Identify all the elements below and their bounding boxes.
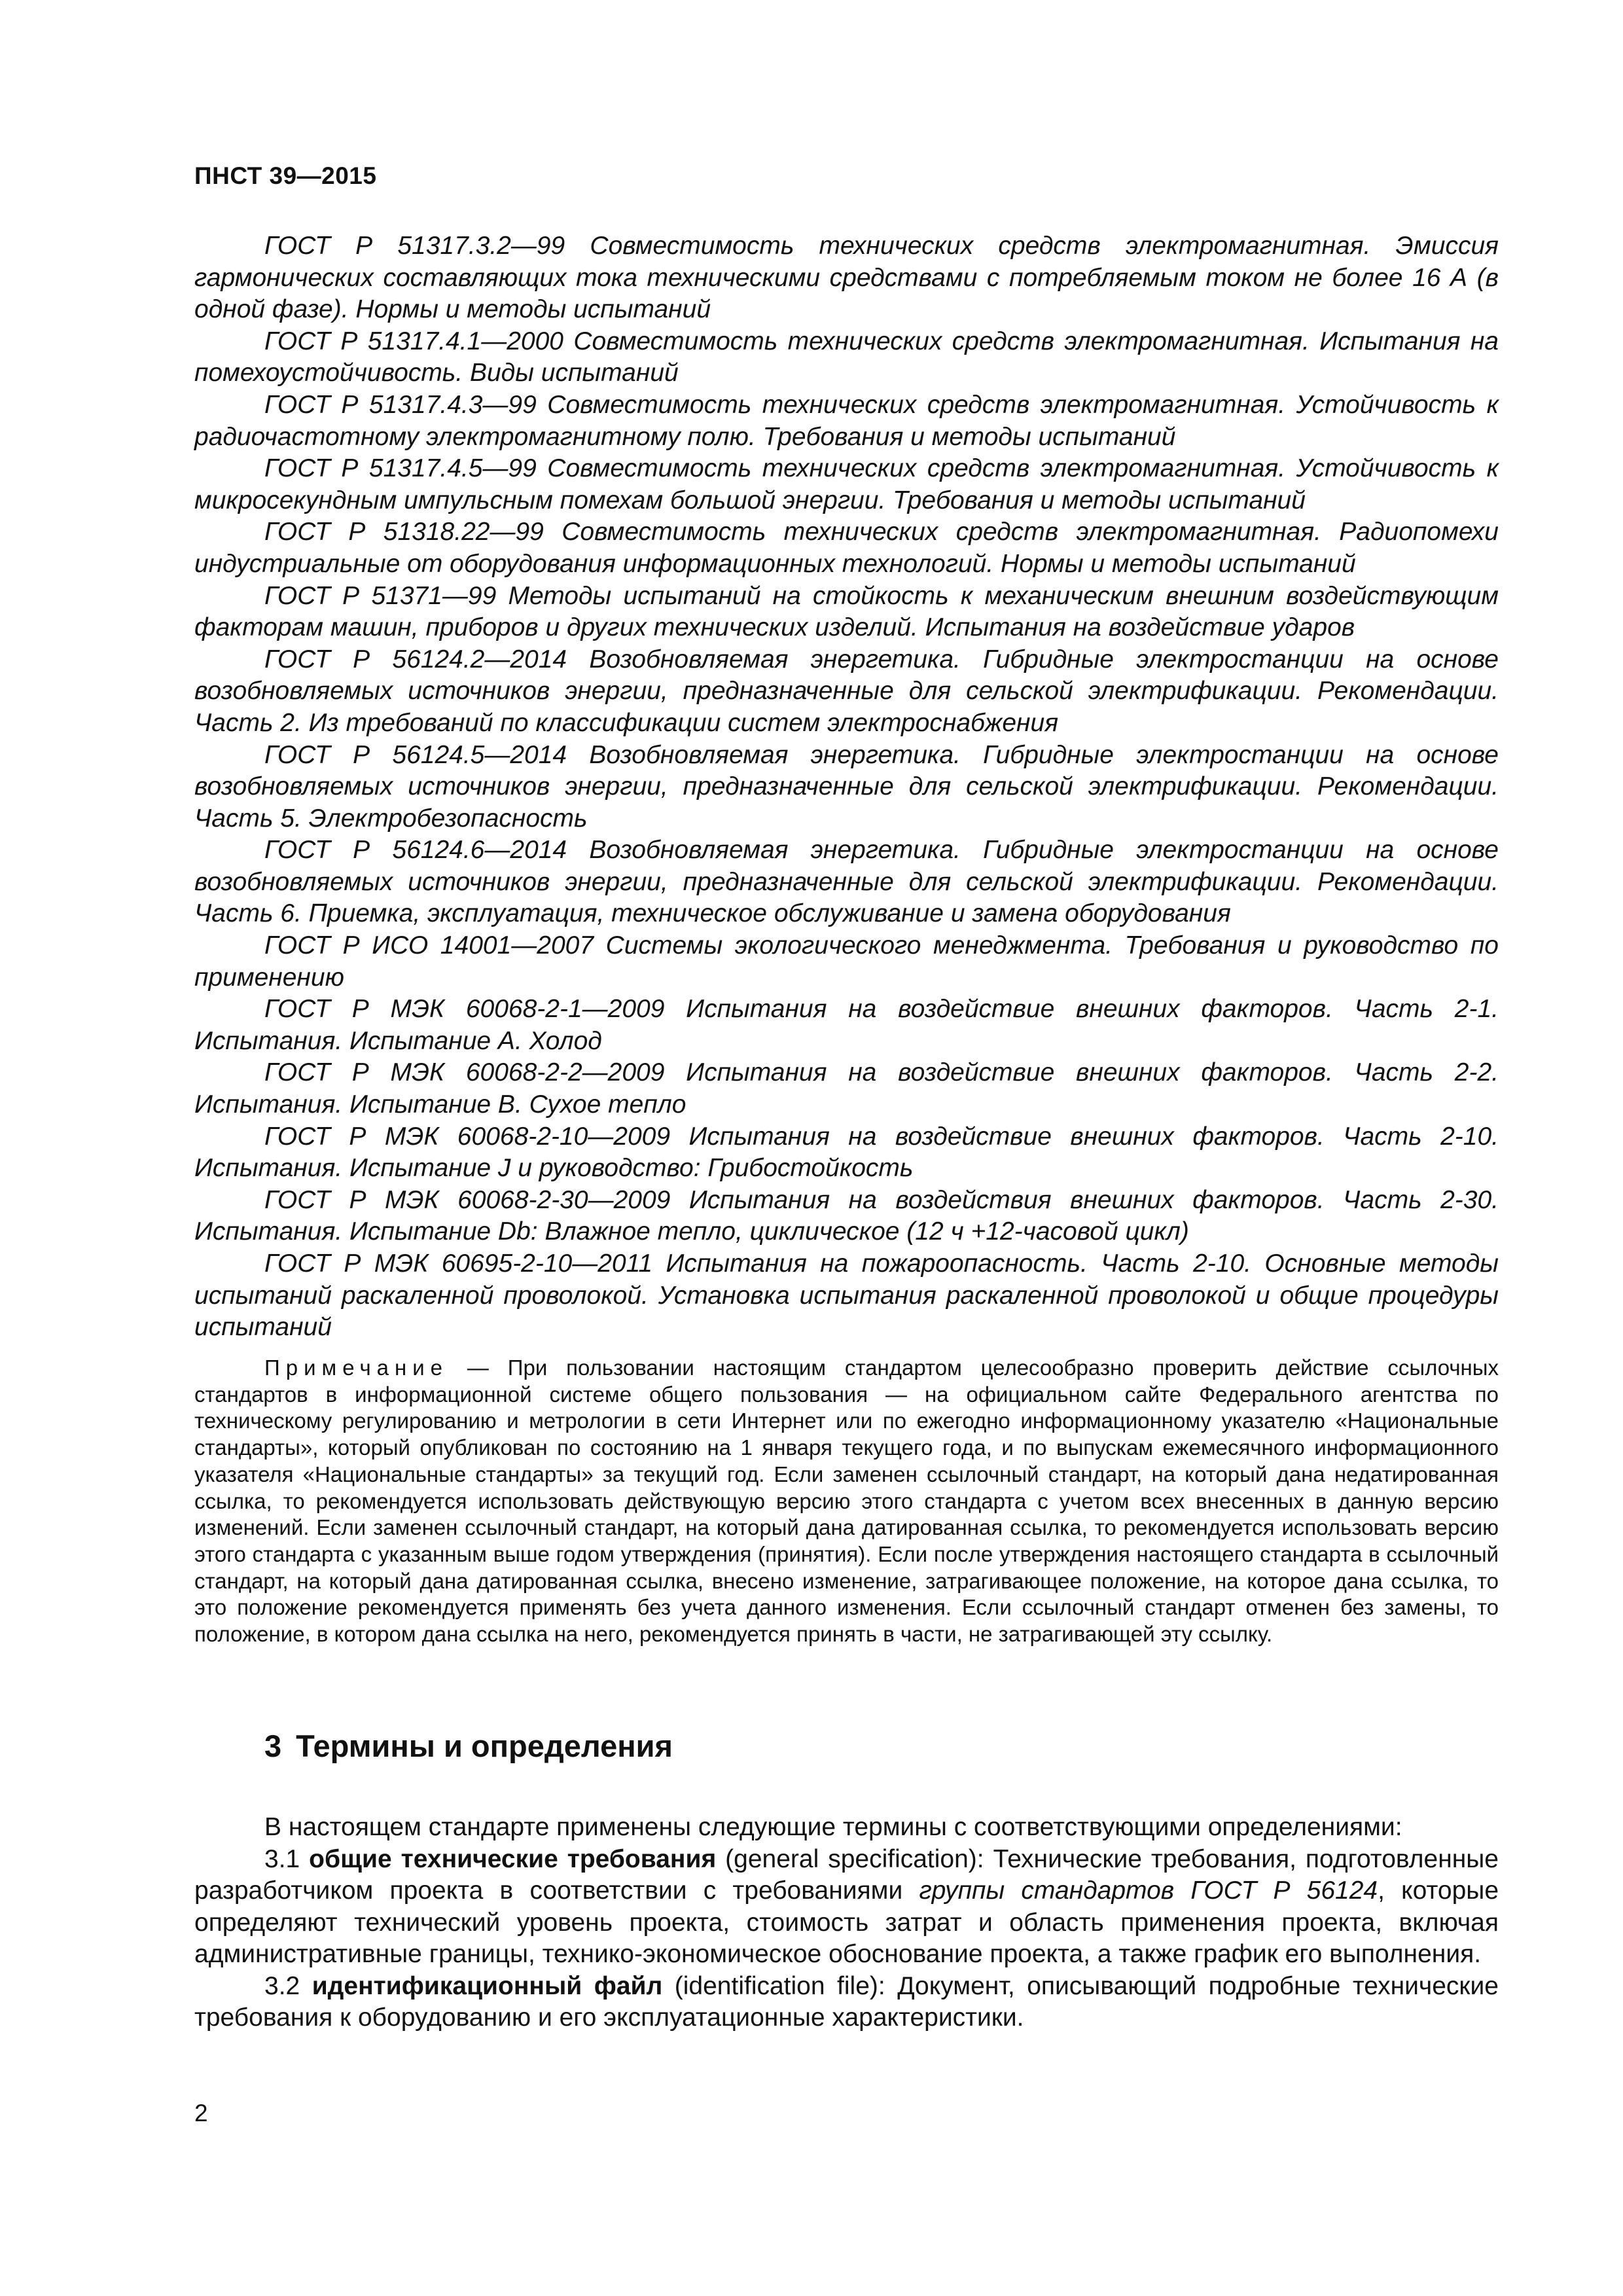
term-text-rest: , которые определяют технический уровень проекта, стоимость затрат и область применения проекта, включая административные границы, технико-экономическое обоснование проекта, а также график его выполнения. (194, 1876, 1499, 1968)
section-title: Термины и определения (296, 1729, 673, 1763)
reference-item: ГОСТ Р МЭК 60068-2-10—2009 Испытания на воздействие внешних факторов. Часть 2-10. Испытания. Испытание J и руководство: Грибостойкость (194, 1122, 1499, 1183)
reference-item: ГОСТ Р ИСО 14001—2007 Системы экологического менеджмента. Требования и руководство по применению (194, 931, 1499, 992)
reference-item: ГОСТ Р 51317.4.3—99 Совместимость технических средств электромагнитная. Устойчивость к радиочастотному электромагнитному полю. Требования и методы испытаний (194, 390, 1499, 451)
page-number: 2 (194, 2100, 208, 2126)
note-label: Примечание (264, 1355, 449, 1380)
term-italic-text: группы стандартов ГОСТ Р 56124 (919, 1876, 1378, 1905)
term-definition (194, 1971, 1499, 2034)
term-name: идентификационный файл (312, 1971, 663, 2000)
reference-item: ГОСТ Р 51371—99 Методы испытаний на стойкость к механическим внешним воздействующим факторам машин, приборов и других технических изделий. Испытания на воздействие ударов (194, 581, 1499, 642)
note-text: — При пользовании настоящим стандартом целесообразно проверить действие ссылочных стандартов в информационной системе общего пользования — на официальном сайте Федерального агентства по техническому регулированию и метрологии в сети Интернет или по ежегодно информационному указателю «Национальные стандарты», который опубликован по состоянию на 1 января текущего года, и по выпускам ежемесячного информационного указателя «Национальные стандарты» за текущий год. Если заменен ссылочный стандарт, на который дана недатированная ссылка, то рекомендуется использовать действующую версию этого стандарта с учетом всех внесенных в данную версию изменений. Если заменен ссылочный стандарт, на который дана датированная ссылка, то рекомендуется использовать версию этого стандарта с указанным выше годом утверждения (принятия). Если после утверждения настоящего стандарта в ссылочный стандарт, на который дана датированная ссылка, внесено изменение, затрагивающее положение, на которое дана ссылка, то это положение рекомендуется применять без учета данного изменения. Если ссылочный стандарт отменен без замены, то положение, в котором дана ссылка на него, рекомендуется принять в части, не затрагивающей эту ссылку. (194, 1355, 1499, 1647)
reference-item: ГОСТ Р МЭК 60068-2-2—2009 Испытания на воздействие внешних факторов. Часть 2-2. Испытания. Испытание В. Сухое тепло (194, 1058, 1499, 1119)
term-text-rest: (identification file): Документ, описывающий подробные технические требования к оборудованию и его эксплуатационные характеристики. (194, 1971, 1499, 2032)
term-number: 3.2 (264, 1971, 300, 2000)
section-intro: В настоящем стандарте применены следующие термины с соответствующими определениями: (264, 1813, 1402, 1841)
section-heading (264, 1728, 673, 1764)
note-block (194, 1355, 1499, 1648)
document-code-header: ПНСТ 39—2015 (194, 162, 377, 189)
reference-item: ГОСТ Р МЭК 60695-2-10—2011 Испытания на пожароопасность. Часть 2-10. Основные методы испытаний раскаленной проволокой. Установка испытания раскаленной проволокой и общие процедуры испытаний (194, 1249, 1499, 1342)
term-definition (194, 1844, 1499, 1971)
note-paragraph (194, 1355, 1499, 1648)
reference-item: ГОСТ Р 51317.4.1—2000 Совместимость технических средств электромагнитная. Испытания на помехоустойчивость. Виды испытаний (194, 327, 1499, 387)
term-number: 3.1 (264, 1844, 300, 1873)
reference-item: ГОСТ Р 51317.4.5—99 Совместимость технических средств электромагнитная. Устойчивость к микросекундным импульсным помехам большой энергии. Требования и методы испытаний (194, 454, 1499, 514)
term-name: общие технические требования (309, 1844, 717, 1873)
reference-item: ГОСТ Р 51317.3.2—99 Совместимость технических средств электромагнитная. Эмиссия гармонических составляющих тока техническими средствами с потребляемым током не более 16 А (в одной фазе). Нормы и методы испытаний (194, 232, 1499, 324)
reference-item: ГОСТ Р МЭК 60068-2-1—2009 Испытания на воздействие внешних факторов. Часть 2-1. Испытания. Испытание А. Холод (194, 995, 1499, 1055)
reference-item: ГОСТ Р 56124.2—2014 Возобновляемая энергетика. Гибридные электростанции на основе возобновляемых источников энергии, предназначенные для сельской электрификации. Рекомендации. Часть 2. Из требований по классификации систем электроснабжения (194, 645, 1499, 737)
section-body (194, 1812, 1499, 2034)
reference-item: ГОСТ Р 56124.5—2014 Возобновляемая энергетика. Гибридные электростанции на основе возобновляемых источников энергии, предназначенные для сельской электрификации. Рекомендации. Часть 5. Электробезопасность (194, 740, 1499, 833)
normative-references-list (194, 230, 1499, 1344)
reference-item: ГОСТ Р 51318.22—99 Совместимость технических средств электромагнитная. Радиопомехи индустриальные от оборудования информационных технологий. Нормы и методы испытаний (194, 518, 1499, 578)
reference-item: ГОСТ Р 56124.6—2014 Возобновляемая энергетика. Гибридные электростанции на основе возобновляемых источников энергии, предназначенные для сельской электрификации. Рекомендации. Часть 6. Приемка, эксплуатация, техническое обслуживание и замена оборудования (194, 836, 1499, 928)
term-text: (general specification): Технические требования, подготовленные разработчиком проекта в соответствии с требованиями (194, 1844, 1499, 1905)
reference-item: ГОСТ Р МЭК 60068-2-30—2009 Испытания на воздействия внешних факторов. Часть 2-30. Испытания. Испытание Db: Влажное тепло, циклическое (12 ч +12-часовой цикл) (194, 1185, 1499, 1246)
section-number: 3 (264, 1729, 282, 1763)
